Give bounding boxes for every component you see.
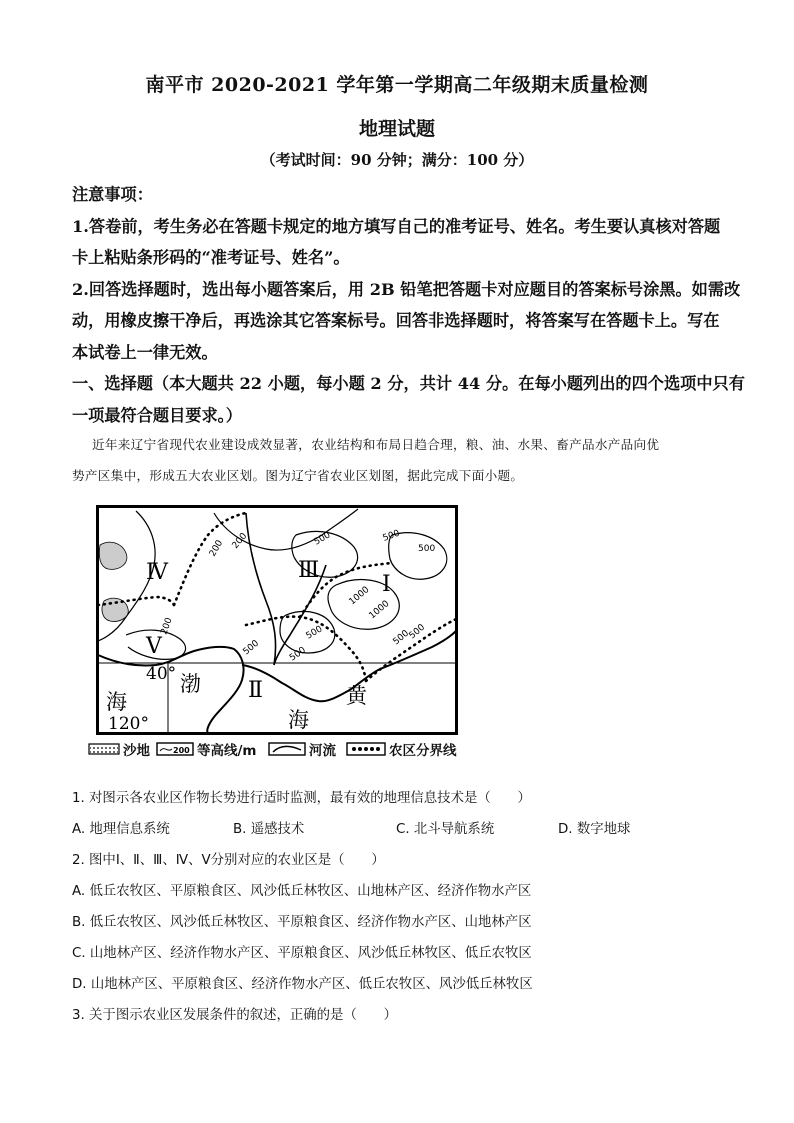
sea-label-huang: 黄 [346,684,367,708]
question-2-stem: 2. 图中Ⅰ、Ⅱ、Ⅲ、Ⅳ、Ⅴ分别对应的农业区是（ ） [72,853,385,868]
legend-river [268,739,336,759]
legend-boundary-label: 农区分界线 [389,743,457,759]
map-frame [98,507,457,734]
contour-value: 500 [418,544,436,554]
longitude-label: 120° [108,714,149,734]
contour-sample-value: 200 [173,746,190,755]
contour-value: 500 [304,624,325,642]
sea-label-huang-2: 海 [288,708,309,732]
legend-contour-label: 等高线/m [197,743,257,759]
legend-boundary [346,739,457,759]
section-heading-cont: 一项最符合题目要求。） [72,406,242,425]
exam-title: 南平市 2020-2021 学年第一学期高二年级期末质量检测 [145,74,649,96]
notice-line: 卡上粘贴条形码的“准考证号、姓名”。 [72,248,350,267]
contour-value: 200 [230,531,250,551]
legend-sand [88,739,150,759]
question-1-option-a[interactable]: A. 地理信息系统 [72,822,170,837]
subject-title: 地理试题 [358,118,435,140]
question-1-option-b[interactable]: B. 遥感技术 [233,822,305,837]
contour-value: 500 [381,528,402,544]
section-heading: 一、选择题（本大题共 22 小题，每小题 2 分，共计 44 分。在每小题列出的四个选项中只有 [72,374,745,393]
river-swatch-icon [268,741,306,757]
intro-text: 势产区集中，形成五大农业区划。图为辽宁省农业区划图，据此完成下面小题。 [72,468,524,483]
sea-label-bohai-2: 海 [106,690,127,714]
question-3-stem: 3. 关于图示农业区发展条件的叙述，正确的是（ ） [72,1008,398,1023]
latitude-label: 40° [146,664,177,684]
contour-value: 200 [159,616,175,637]
zone-label-iii: Ⅲ [298,558,320,583]
question-1-stem: 1. 对图示各农业区作物长势进行适时监测，最有效的地理信息技术是（ ） [72,791,531,806]
question-2-option-a[interactable]: A. 低丘农牧区、平原粮食区、风沙低丘林牧区、山地林产区、经济作物水产区 [72,884,532,899]
zone-label-i: Ⅰ [382,572,391,597]
legend-river-label: 河流 [309,743,336,759]
contour-value: 500 [241,638,262,658]
sea-label-bohai: 渤 [180,672,201,696]
notice-line: 2.回答选择题时，选出每小题答案后，用 2B 铅笔把答题卡对应题目的答案标号涂黑。如需改 [72,280,741,299]
sand-swatch-icon [88,742,120,756]
legend-contour [156,739,257,759]
question-1-option-c[interactable]: C. 北斗导航系统 [396,822,495,837]
contour-value: 200 [207,538,226,559]
zone-label-ii: Ⅱ [248,678,263,703]
contour-value: 1000 [367,598,392,622]
contour-swatch-icon [156,741,194,757]
question-2-option-d[interactable]: D. 山地林产区、平原粮食区、经济作物水产区、低丘农牧区、风沙低丘林牧区 [72,977,533,992]
question-2-option-c[interactable]: C. 山地林产区、经济作物水产区、平原粮食区、风沙低丘林牧区、低丘农牧区 [72,946,532,961]
contour-value: 500 [312,530,333,548]
legend-sand-label: 沙地 [123,743,150,759]
boundary-swatch-icon [346,741,386,757]
notice-line: 本试卷上一律无效。 [72,343,218,362]
contour-value: 1000 [347,584,372,608]
liaoning-agri-zone-map [96,505,458,735]
question-2-option-b[interactable]: B. 低丘农牧区、风沙低丘林牧区、平原粮食区、经济作物水产区、山地林产区 [72,915,532,930]
contour-value: 500 [287,645,308,664]
zone-label-iv: Ⅳ [146,560,168,585]
notice-line: 1.答卷前，考生务必在答题卡规定的地方填写自己的准考证号、姓名。考生要认真核对答题 [72,217,721,236]
exam-info: （考试时间：90 分钟；满分：100 分） [260,151,534,169]
notice-line: 动，用橡皮擦干净后，再选涂其它答案标号。回答非选择题时，将答案写在答题卡上。写在 [72,311,720,330]
notice-heading: 注意事项： [72,185,153,204]
contour-value: 500 [391,628,412,648]
zone-label-v: Ⅴ [146,634,162,659]
map-legend [88,739,468,759]
contour-value: 500 [407,622,428,642]
question-1-option-d[interactable]: D. 数字地球 [558,822,631,837]
intro-text: 近年来辽宁省现代农业建设成效显著，农业结构和布局日趋合理，粮、油、水果、畜产品水产品向优 [92,437,660,452]
